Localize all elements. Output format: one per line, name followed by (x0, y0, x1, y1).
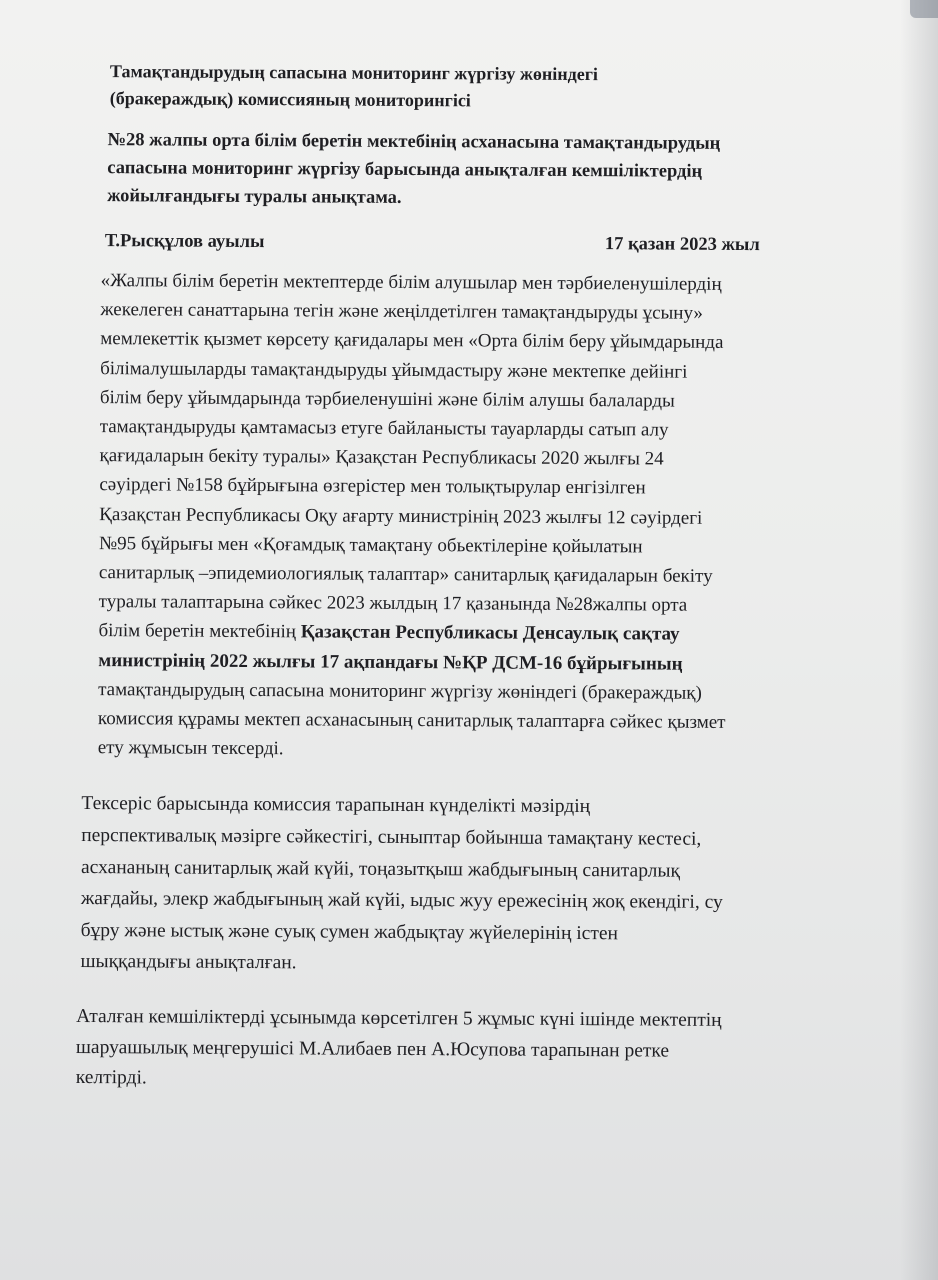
document-body (75, 58, 872, 1098)
paragraph-line: «Жалпы білім беретін мектептерде білім алушылар мен тәрбиеленушілердің (100, 270, 722, 295)
location: Т.Рысқұлов ауылы (104, 231, 265, 253)
subtitle (107, 126, 871, 215)
location-date-row (105, 226, 871, 261)
paragraph-3 (76, 1002, 867, 1098)
page-corner-tab (910, 0, 938, 18)
paragraph-line: мемлекеттік қызмет көрсету қағидалары мен «Орта білім беру ұйымдарында (100, 328, 724, 354)
paragraph-line: асхананың санитарлық жай күйі, тоңазытқыш жабдығының санитарлық (80, 856, 681, 882)
paragraph-line: тамақтандыруды қамтамасыз етуге байланысты тауарларды сатып алу (99, 416, 669, 441)
date: 17 қазан 2023 жыл (604, 234, 760, 256)
paragraph-line: комиссия құрамы мектеп асханасының санитарлық талаптарға сәйкес қызмет (97, 708, 726, 733)
subtitle-line: сапасына мониторинг жүргізу барысында анықталған кемшіліктердің (107, 158, 703, 182)
paragraph-mixed-plain: білім беретін мектебінің (98, 620, 301, 643)
paragraph-line: №95 бұйрығы мен «Қоғамдық тамақтану обьектілеріне қойылатын (98, 532, 643, 558)
paragraph-line: санитарлық –эпидемиологиялық талаптар» санитарлық қағидаларын бекіту (98, 562, 713, 587)
paragraph-line: келтірді. (75, 1066, 147, 1089)
header-title-line: Тамақтандырудың сапасына мониторинг жүргізу жөніндегі (109, 61, 599, 85)
paragraph-line: қағидаларын бекіту туралы» Қазақстан Республикасы 2020 жылғы 24 (99, 445, 664, 470)
paragraph-line: ету жұмысын тексерді. (97, 737, 284, 760)
paragraph-line: Қазақстан Республикасы Оқу ағарту министрінің 2023 жылғы 12 сәуірдегі (99, 503, 703, 529)
paragraph-mixed-line (98, 617, 868, 651)
header-title (110, 58, 872, 117)
paragraph-line: білім беру ұйымдарында тәрбиеленушіні және білім алушы балаларды (99, 386, 675, 412)
paragraph-1 (98, 266, 871, 767)
paragraph-line: сәуірдегі №158 бұйрығына өзгерістер мен толықтырулар енгізілген (99, 474, 646, 499)
paragraph-2 (80, 788, 867, 982)
paragraph-line: Аталған кемшіліктерді ұсынымда көрсетілген 5 жұмыс күні ішінде мектептің (76, 1005, 722, 1031)
paragraph-line: перспективалық мәзірге сәйкестігі, сыныптар бойынша тамақтану кестесі, (81, 825, 702, 850)
paragraph-line: жағдайы, элекр жабдығының жай күйі, ыдыс жуу ережесінің жоқ екендігі, су (80, 888, 723, 914)
paragraph-line: бұру және ыстық және суық сумен жабдықтау жүйелерінің істен (80, 919, 619, 945)
paragraph-line: Тексеріс барысында комиссия тарапынан күнделікті мәзірдің (81, 793, 591, 818)
paragraph-line: тамақтандырудың сапасына мониторинг жүргізу жөніндегі (бракераждық) (98, 678, 702, 704)
paragraph-mixed-bold: Қазақстан Республикасы Денсаулық сақтау (300, 621, 680, 646)
page-edge-shadow (900, 0, 938, 1280)
paragraph-line: білімалушыларды тамақтандыруды ұйымдастыру және мектепке дейінгі (100, 357, 688, 383)
subtitle-line: №28 жалпы орта білім беретін мектебінің асханасына тамақтандырудың (107, 130, 721, 154)
paragraph-line: жекелеген санаттарына тегін және жеңілдетілген тамақтандыруды ұсыну» (100, 299, 704, 324)
paragraph-line: шыққандығы анықталған. (80, 951, 297, 974)
paragraph-line: туралы талаптарына сәйкес 2023 жылдың 17 қазанында №28жалпы орта (98, 591, 688, 616)
paragraph-bold-line: министрінің 2022 жылғы 17 ақпандағы №ҚР ДСМ-16 бұйрығының (98, 649, 683, 675)
header-title-line: (бракераждық) комиссияның мониторингісі (109, 88, 471, 111)
paragraph-line: шаруашылық меңгерушісі М.Алибаев пен А.Юсупова тарапынан ретке (75, 1036, 670, 1062)
subtitle-line: жойылғандығы туралы анықтама. (107, 186, 402, 208)
